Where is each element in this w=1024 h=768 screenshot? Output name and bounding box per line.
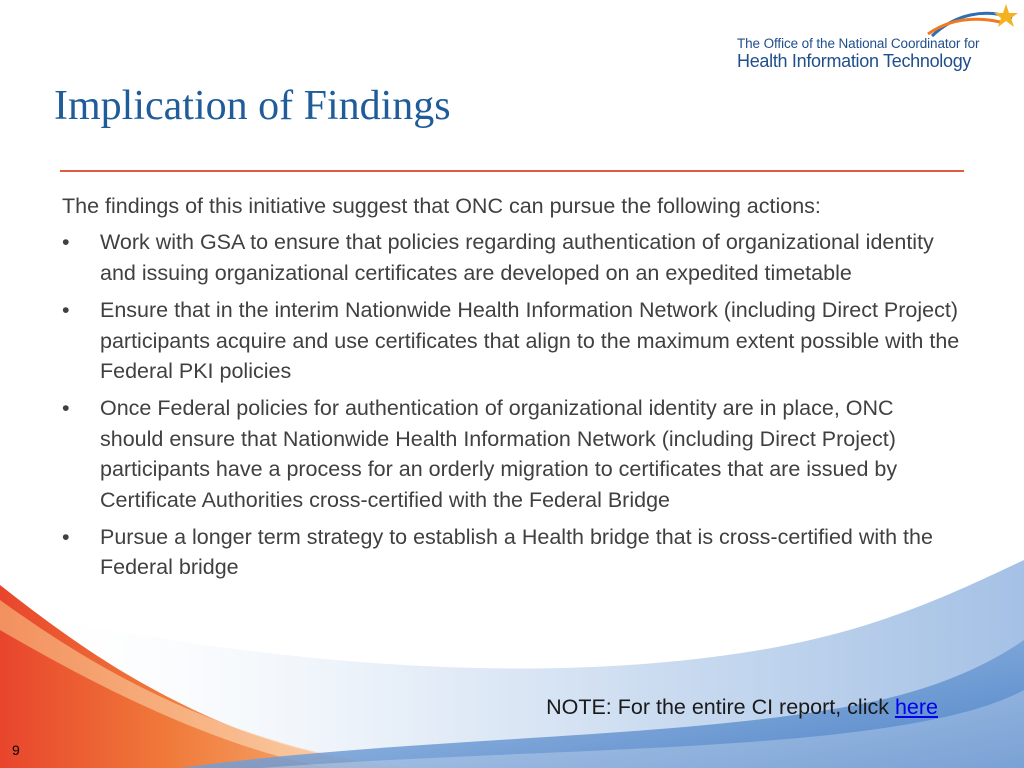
note-text bbox=[546, 695, 938, 720]
onc-logo bbox=[700, 0, 1024, 80]
bullet-icon: • bbox=[62, 230, 70, 255]
page-number: 9 bbox=[12, 742, 20, 758]
bullet-icon: • bbox=[62, 396, 70, 421]
list-item bbox=[62, 393, 962, 515]
findings-list bbox=[62, 227, 962, 582]
list-item-text: Pursue a longer term strategy to establish a Health bridge that is cross-certified with the Federal bridge bbox=[100, 525, 933, 580]
list-item-text: Ensure that in the interim Nationwide Health Information Network (including Direct Project) participants acquire and use certificates that align to the maximum extent possible with the Federal PKI policies bbox=[100, 298, 960, 384]
list-item bbox=[62, 227, 962, 288]
title-divider bbox=[60, 170, 964, 172]
slide-body bbox=[62, 191, 962, 590]
logo-text-line2: Health Information Technology bbox=[737, 51, 972, 71]
slide-title: Implication of Findings bbox=[54, 83, 451, 129]
list-item bbox=[62, 295, 962, 386]
note-label: NOTE: For the entire CI report, click bbox=[546, 695, 895, 719]
intro-text: The findings of this initiative suggest that ONC can pursue the following actions: bbox=[62, 194, 821, 218]
logo-text-line1: The Office of the National Coordinator for bbox=[737, 36, 980, 51]
list-item-text: Work with GSA to ensure that policies regarding authentication of organizational identity and issuing organizational certificates are developed on an expedited timetable bbox=[100, 230, 934, 285]
report-link[interactable]: here bbox=[894, 695, 938, 719]
list-item bbox=[62, 522, 962, 583]
bullet-icon: • bbox=[62, 298, 70, 323]
bullet-icon: • bbox=[62, 525, 70, 550]
list-item-text: Once Federal policies for authentication of organizational identity are in place, ONC should ensure that Nationwide Health Information Network (including Direct Project) participants have a process for an orderly migration to certificates that are issued by Certificate Authorities cross-certified with the Federal Bridge bbox=[100, 396, 898, 512]
